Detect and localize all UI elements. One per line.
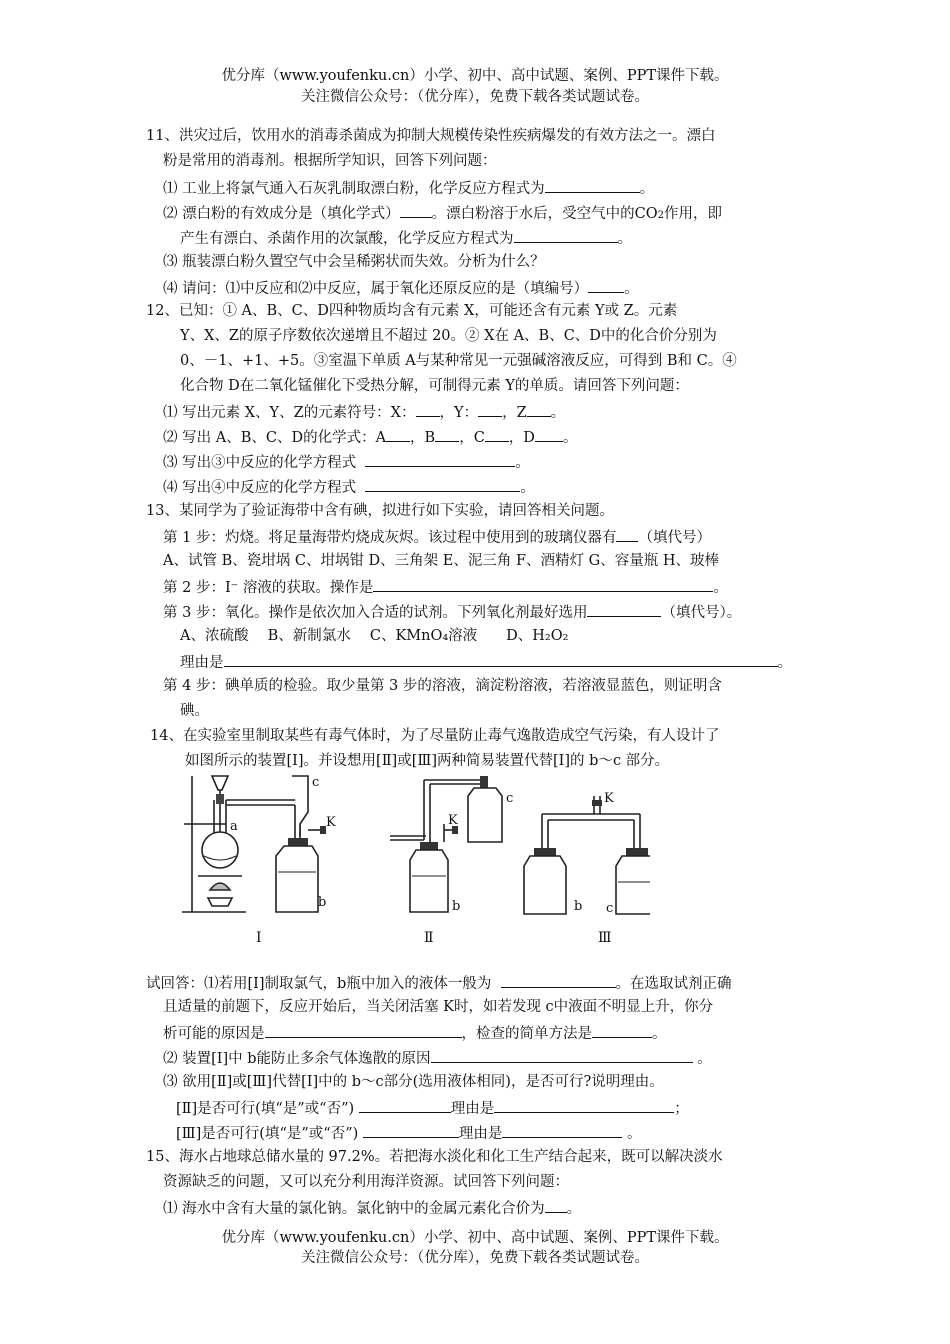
answer-blank[interactable] (416, 401, 440, 417)
q15-line-1: 15、海水占地球总储水量的 97.2%。若把海水淡化和化工生产结合起来，既可以解决淡水 (146, 1149, 723, 1165)
q13-step-4: 第 4 步：碘单质的检验。取少量第 3 步的溶液，滴淀粉溶液，若溶液显蓝色，则证明含 (163, 678, 722, 694)
answer-blank[interactable] (373, 576, 713, 592)
q14-answer-3b: [Ⅲ]是否可行(填“是”或“否”) 理由是 。 (176, 1122, 641, 1145)
answer-blank[interactable] (616, 526, 638, 542)
q11-line-2: 粉是常用的消毒剂。根据所学知识，回答下列问题： (163, 153, 497, 169)
q14-answer-1-cont: 且适量的前题下，反应开始后，当关闭活塞 K时，如若发现 c中液面不明显上升，你分 (163, 999, 714, 1015)
answer-blank[interactable] (365, 451, 515, 467)
q13-line-1: 13、某同学为了验证海带中含有碘，拟进行如下实验，请回答相关问题。 (146, 503, 614, 519)
answer-blank[interactable] (365, 476, 520, 492)
answer-blank[interactable] (485, 426, 509, 442)
answer-blank[interactable] (359, 1097, 451, 1113)
q13-step-3-options: A、浓硫酸 B、新制氯水 C、KMnO₄溶液 D、H₂O₂ (180, 628, 569, 644)
apparatus-figure (180, 772, 650, 948)
answer-blank[interactable] (363, 1122, 459, 1138)
q12-line-2: Y、X、Z的原子序数依次递增且不超过 20。② X在 A、B、C、D中的化合价分别为 (180, 328, 717, 344)
answer-blank[interactable] (386, 426, 410, 442)
answer-blank[interactable] (514, 227, 618, 243)
header-line-2: 关注微信公众号：（优分库），免费下载各类试题试卷。 (301, 89, 649, 105)
footer-line-1: 优分库（www.youfenku.cn）小学、初中、高中试题、案例、PPT课件下载。 (221, 1230, 729, 1246)
answer-blank[interactable] (587, 601, 661, 617)
q14-answer-2: ⑵ 装置[I]中 b能防止多余气体逸散的原因 。 (163, 1047, 712, 1070)
q12-line-1: 12、已知：① A、B、C、D四种物质均含有元素 X，可能还含有元素 Y或 Z。元素 (146, 303, 678, 319)
q11-part-3: ⑶ 瓶装漂白粉久置空气中会呈稀粥状而失效。分析为什么？ (163, 254, 545, 270)
q12-part-2: ⑵ 写出 A、B、C、D的化学式：A ，B ，C ，D 。 (163, 426, 577, 449)
answer-blank[interactable] (435, 426, 459, 442)
answer-blank[interactable] (588, 277, 624, 293)
q12-part-3: ⑶ 写出③中反应的化学方程式 。 (163, 451, 530, 474)
label-c-1: c (312, 775, 320, 790)
answer-blank[interactable] (478, 401, 502, 417)
q12-part-4: ⑷ 写出④中反应的化学方程式 。 (163, 476, 535, 499)
label-k-3: K (604, 791, 614, 806)
label-c-3: c (606, 901, 614, 916)
q14-answer-1-cont-2: 析可能的原因是 ，检查的简单方法是 。 (163, 1022, 667, 1045)
answer-blank[interactable] (527, 401, 551, 417)
figure-label-1: I (256, 930, 262, 946)
q11-line-1: 11、洪灾过后，饮用水的消毒杀菌成为抑制大规模传染性疾病爆发的有效方法之一。漂白 (146, 128, 716, 144)
q14-line-2: 如图所示的装置[I]。并设想用[Ⅱ]或[Ⅲ]两种简易装置代替[I]的 b～c 部分。 (185, 753, 670, 769)
answer-blank[interactable] (224, 651, 778, 667)
q11-part-2-cont: 产生有漂白、杀菌作用的次氯酸，化学反应方程式为 。 (180, 227, 632, 250)
q15-line-2: 资源缺乏的问题，又可以充分利用海洋资源。试回答下列问题： (163, 1174, 569, 1190)
figure-label-2: Ⅱ (424, 930, 434, 946)
label-k-1: K (326, 815, 336, 830)
footer-line-2: 关注微信公众号：（优分库），免费下载各类试题试卷。 (301, 1250, 649, 1266)
apparatus-3 (524, 791, 650, 946)
q13-step-1: 第 1 步：灼烧。将足量海带灼烧成灰烬。该过程中使用到的玻璃仪器有 （填代号） (163, 526, 711, 549)
apparatus-2 (390, 776, 513, 946)
q13-step-3: 第 3 步：氧化。操作是依次加入合适的试剂。下列氧化剂最好选用 （填代号）。 (163, 601, 741, 624)
q13-step-2: 第 2 步：I⁻ 溶液的获取。操作是 。 (163, 576, 728, 599)
q13-step-3-reason: 理由是 。 (180, 651, 792, 674)
q14-answer-3: ⑶ 欲用[Ⅱ]或[Ⅲ]代替[I]中的 b～c部分(选用液体相同)，是否可行?说明理由。 (163, 1074, 664, 1090)
answer-blank[interactable] (545, 1197, 567, 1213)
label-c-2: c (506, 791, 514, 806)
answer-blank[interactable] (494, 1097, 674, 1113)
apparatus-1 (182, 775, 336, 946)
q12-line-3: 0、－1、+1、+5。③室温下单质 A与某种常见一元强碱溶液反应，可得到 B和 C。④ (180, 353, 737, 369)
answer-blank[interactable] (535, 426, 563, 442)
q15-part-1: ⑴ 海水中含有大量的氯化钠。氯化钠中的金属元素化合价为 。 (163, 1197, 581, 1220)
q13-step-4-cont: 碘。 (180, 703, 209, 719)
q13-step-1-options: A、试管 B、瓷坩埚 C、坩埚钳 D、三角架 E、泥三角 F、酒精灯 G、容量瓶 H、玻棒 (163, 553, 719, 569)
q14-answer-1: 试回答：⑴若用[I]制取氯气，b瓶中加入的液体一般为 。在选取试剂正确 (146, 972, 732, 995)
label-a: a (230, 819, 238, 834)
answer-blank[interactable] (545, 177, 640, 193)
q14-line-1: 14、在实验室里制取某些有毒气体时，为了尽量防止毒气逸散造成空气污染，有人设计了 (150, 728, 720, 744)
answer-blank[interactable] (400, 202, 432, 218)
header-line-1: 优分库（www.youfenku.cn）小学、初中、高中试题、案例、PPT课件下载。 (221, 68, 729, 84)
label-b-3: b (574, 899, 583, 914)
figure-label-3: Ⅲ (598, 930, 612, 946)
q11-part-1: ⑴ 工业上将氯气通入石灰乳制取漂白粉，化学反应方程式为 。 (163, 177, 654, 200)
q14-answer-3a: [Ⅱ]是否可行(填“是”或“否”) 理由是 ； (176, 1097, 689, 1120)
answer-blank[interactable] (265, 1022, 462, 1038)
q11-part-2: ⑵ 漂白粉的有效成分是（填化学式） 。漂白粉溶于水后，受空气中的CO2作用，即 (163, 202, 722, 226)
label-b-2: b (452, 899, 461, 914)
answer-blank[interactable] (501, 972, 616, 988)
label-k-2: K (448, 813, 458, 828)
q12-line-4: 化合物 D在二氧化锰催化下受热分解，可制得元素 Y的单质。请回答下列问题： (180, 378, 689, 394)
q12-part-1: ⑴ 写出元素 X、Y、Z的元素符号：X： ，Y： ，Z 。 (163, 401, 565, 424)
answer-blank[interactable] (431, 1047, 693, 1063)
answer-blank[interactable] (592, 1022, 652, 1038)
label-b-1: b (318, 895, 327, 910)
answer-blank[interactable] (502, 1122, 622, 1138)
q11-part-4: ⑷ 请问：⑴中反应和⑵中反应，属于氧化还原反应的是（填编号） 。 (163, 277, 639, 300)
